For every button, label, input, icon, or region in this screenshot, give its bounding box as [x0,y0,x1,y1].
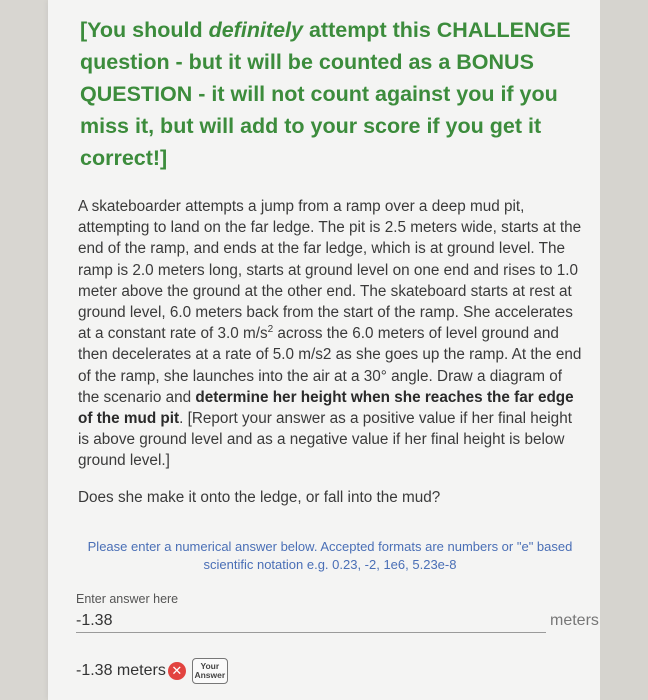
problem-text-2: across the 6.0 meters of level ground and then decelerates at a rate of 5.0 m/s2 as she goes up the ramp. At the end of the ramp, she launches into the air at a 30° angle. Draw a diagram of the scenario and [78,325,582,406]
problem-text-3: . [Report your answer as a positive value if her final height is above ground level and as a negative value if her final height is below ground level.] [78,410,572,470]
submitted-answer-value: -1.38 meters [76,662,166,679]
format-hint: Please enter a numerical answer below. Accepted formats are numbers or "e" based scientific notation e.g. 0.23, -2, 1e6, 5.23e-8 [87,539,573,572]
your-answer-badge[interactable] [192,658,228,684]
submitted-answer-row [76,658,228,684]
problem-text-1: A skateboarder attempts a jump from a ramp over a deep mud pit, attempting to land on the far ledge. The pit is 2.5 meters wide, starts at the end of the ramp, and ends at the far ledge, which is at ground level. The ramp is 2.0 meters long, starts at ground level on one end and rises to 1.0 meter above the ground at the other end. The skateboard starts at rest at ground level, 6.0 meters back from the start of the ramp. She accelerates at a constant rate of 3.0 m/s [78,198,582,343]
problem-superscript: 2 [267,324,274,336]
challenge-text-end: attempt this CHALLENGE question - but it will be counted as a BONUS QUESTION - it will not count against you if you miss it, but will add to your score if you get it correct!] [80,18,571,170]
follow-up-question: Does she make it onto the ledge, or fall into the mud? [78,489,441,506]
challenge-emphasis: definitely [208,18,303,42]
challenge-text-start: [You should [80,18,209,42]
answer-field-label: Enter answer here [76,592,179,606]
challenge-notice [80,14,590,174]
page-background [600,0,648,700]
badge-line-1: Your [200,661,220,671]
problem-statement [78,196,586,472]
answer-input[interactable] [76,610,546,633]
problem-bold-task: determine her height when she reaches the far edge of the mud pit [78,388,574,428]
unit-label: meters [550,612,599,629]
x-icon: ✕ [168,662,186,680]
badge-line-2: Answer [194,670,226,680]
